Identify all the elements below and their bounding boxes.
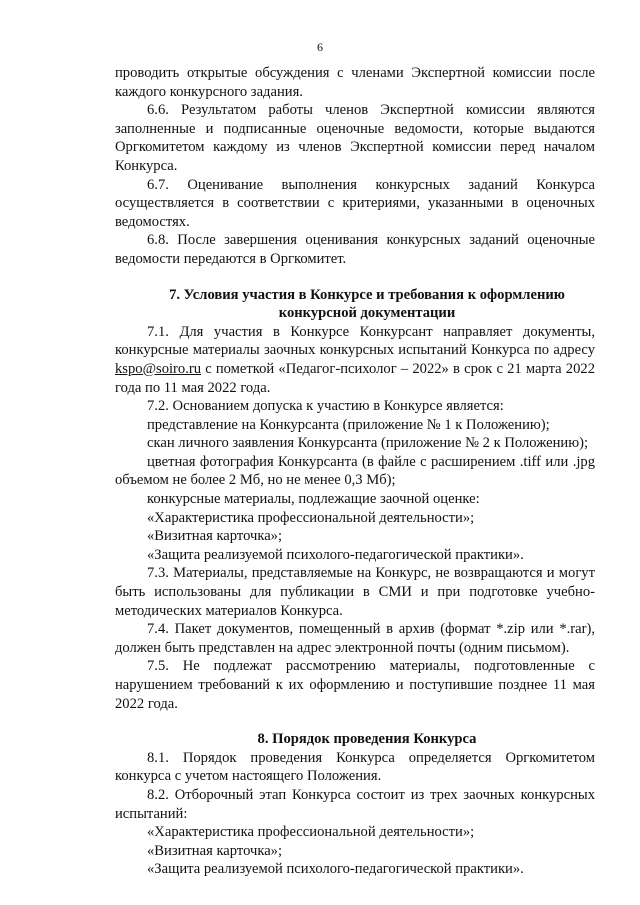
- requirement-item: представление на Конкурсанта (приложение № 1 к Положению);: [147, 416, 550, 433]
- materials-intro: конкурсные материалы, подлежащие заочной оценке:: [147, 491, 480, 508]
- email-link[interactable]: kspo@soiro.ru: [115, 360, 202, 377]
- spacer: [115, 713, 595, 730]
- requirement-photo: цветная фотография Конкурсанта (в файле с расширением .tiff или .jpg объемом не более 2 Мб, но не менее 0,3 Мб);: [115, 453, 595, 489]
- paragraph-6-6: 6.6. Результатом работы членов Экспертной комиссии являются заполненные и подписанные оценочные ведомости, которые выдаются Оргкомитетом каждому из членов Экспертной комиссии перед началом Конкурса.: [115, 102, 595, 174]
- paragraph-7-1: [115, 323, 595, 397]
- paragraph-7-1-start: 7.1. Для участия в Конкурсе Конкурсант направляет документы, конкурсные материалы заочных конкурсных испытаний Конкурса по адресу: [115, 323, 595, 359]
- paragraph-8-2: 8.2. Отборочный этап Конкурса состоит из трех заочных конкурсных испытаний:: [115, 786, 595, 822]
- paragraph-7-5: 7.5. Не подлежат рассмотрению материалы, подготовленные с нарушением требований к их оформлению и поступившие позднее 11 мая 2022 года.: [115, 658, 595, 712]
- stage-item: «Визитная карточка»;: [147, 842, 283, 859]
- paragraph-6-8: 6.8. После завершения оценивания конкурсных заданий оценочные ведомости передаются в Оргкомитет.: [115, 232, 595, 267]
- spacer: [115, 269, 595, 286]
- paragraph-7-2: 7.2. Основанием допуска к участию в Конкурсе является:: [147, 398, 504, 415]
- paragraph-6-7: 6.7. Оценивание выполнения конкурсных заданий Конкурса осуществляется в соответствии с критериями, указанными в оценочных ведомостях.: [115, 176, 595, 230]
- material-item: «Защита реализуемой психолого-педагогической практики».: [147, 546, 524, 563]
- paragraph-8-1: 8.1. Порядок проведения Конкурса определяется Оргкомитетом конкурса с учетом настоящего Положения.: [115, 749, 595, 785]
- section-7-heading: 7. Условия участия в Конкурсе и требования к оформлению конкурсной документации: [169, 286, 565, 322]
- stage-item: «Защита реализуемой психолого-педагогической практики».: [147, 861, 524, 878]
- section-8-heading: 8. Порядок проведения Конкурса: [257, 731, 477, 748]
- paragraph-continued: проводить открытые обсуждения с членами Экспертной комиссии после каждого конкурсного задания.: [115, 65, 595, 100]
- stage-item: «Характеристика профессиональной деятельности»;: [147, 824, 475, 841]
- paragraph-7-4: 7.4. Пакет документов, помещенный в архив (формат *.zip или *.rar), должен быть представлен на адрес электронной почты (одним письмом).: [115, 621, 595, 656]
- paragraph-7-1-end: с пометкой «Педагог-психолог – 2022» в срок с 21 марта 2022 года по 11 мая 2022 года.: [115, 360, 595, 396]
- page-number: 6: [317, 40, 323, 54]
- material-item: «Визитная карточка»;: [147, 528, 283, 545]
- document-body: [115, 64, 595, 879]
- material-item: «Характеристика профессиональной деятельности»;: [147, 509, 475, 526]
- paragraph-7-3: 7.3. Материалы, представляемые на Конкурс, не возвращаются и могут быть использованы для публикации в СМИ и при подготовке учебно-методических материалов Конкурса.: [115, 565, 595, 619]
- requirement-item: скан личного заявления Конкурсанта (приложение № 2 к Положению);: [147, 435, 589, 452]
